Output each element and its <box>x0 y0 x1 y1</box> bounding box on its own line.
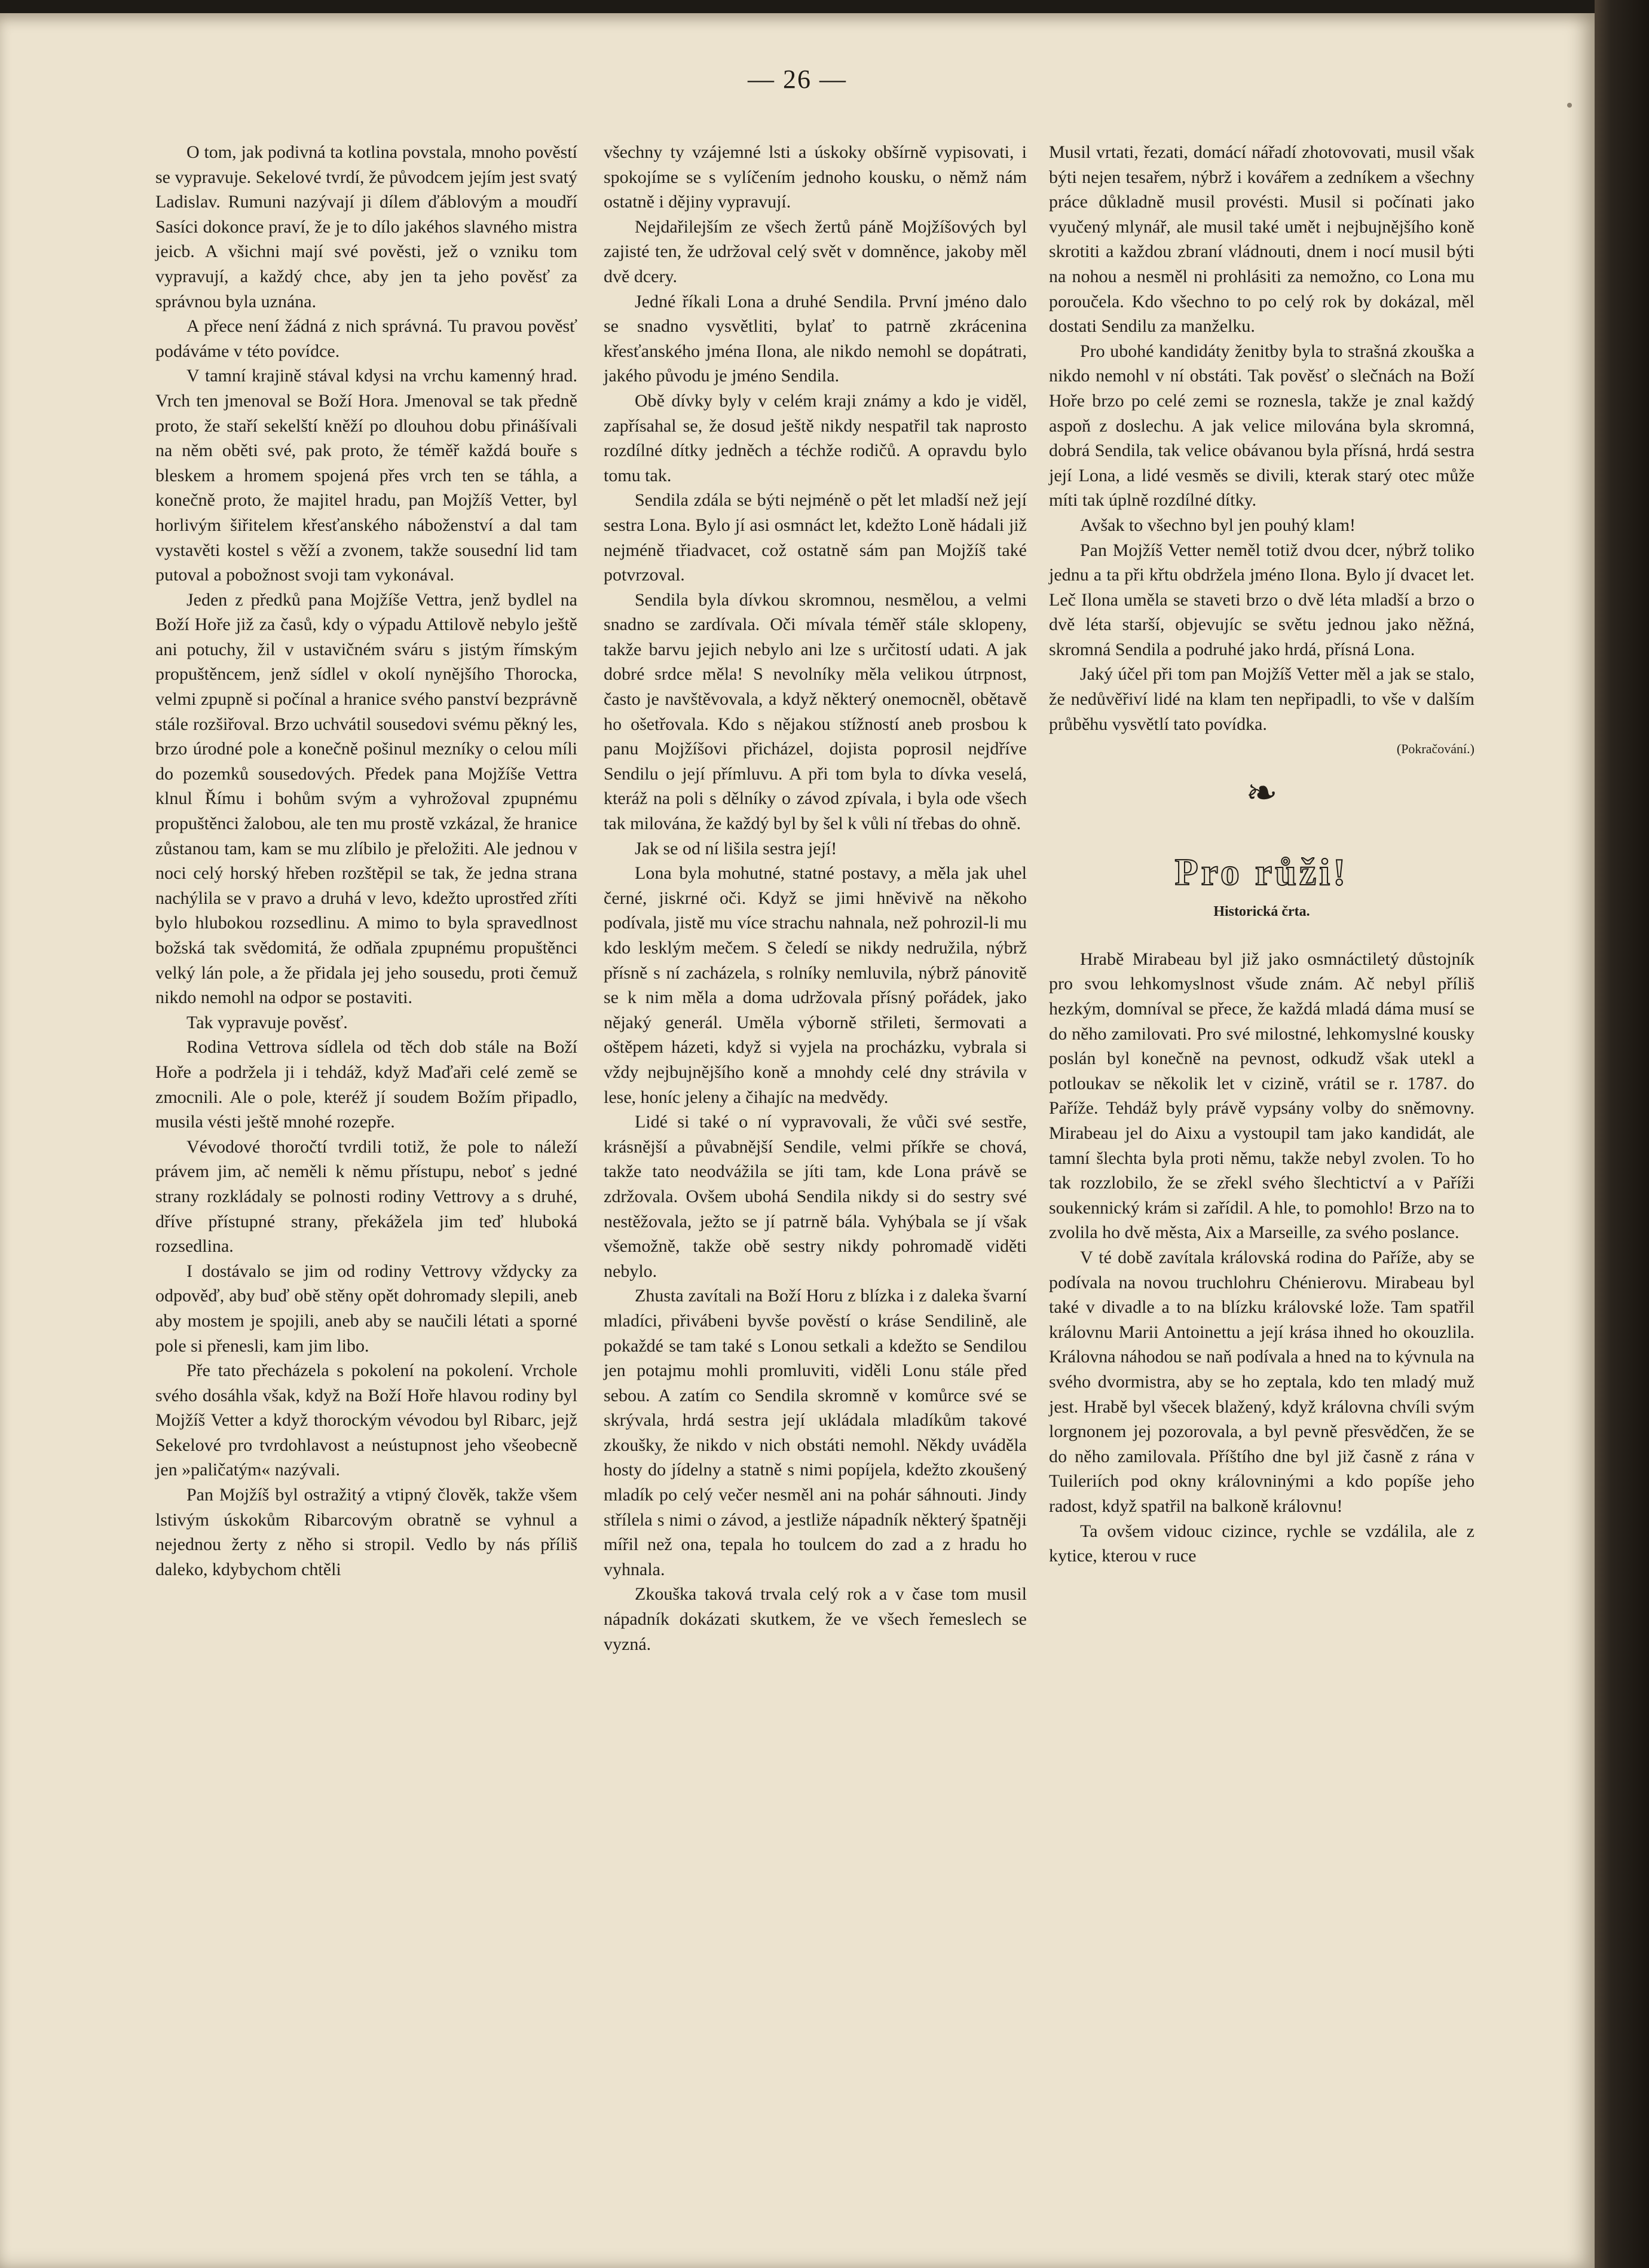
paragraph: Jaký účel při tom pan Mojžíš Vetter měl a jak se stalo, že nedůvěřiví lidé na klam ten nepřipadli, to vše v dalším průběhu vysvětlí tato povídka. <box>1049 664 1474 734</box>
column-1 <box>155 140 577 1582</box>
paragraph: Nejdařilejším ze všech žertů páně Mojžíšových byl zajisté ten, že udržoval celý svět v domněnce, jakoby měl dvě dcery. <box>604 216 1027 286</box>
paragraph: A přece není žádná z nich správná. Tu pravou pověsť podáváme v této povídce. <box>155 316 577 361</box>
section-title: Pro růži! <box>1174 850 1349 893</box>
paragraph: Zkouška taková trvala celý rok a v čase tom musil nápadník dokázati skutkem, že ve všech řemeslech se vyzná. <box>604 1584 1027 1654</box>
page-speck <box>1567 103 1572 108</box>
paragraph: Jeden z předků pana Mojžíše Vettra, jenž bydlel na Boží Hoře již za časů, kdy o výpadu Attilově nebylo ještě ani potuchy, žil v ustavičném sváru s jistým římským propuštěncem, jenž sídlel v okolí nynějšího Thorocka, velmi zpupně si počínal a hranice svého panství bezprávně stále rozšiřoval. Brzo uchvátil sousedovi svému pěkný les, brzo úrodné pole a konečně pošinul mezníky o celou míli do pozemků sousedových. Předek pana Mojžíše Vettra klnul Římu i bohům svým a vyhrožoval zpupnému propuštěnci žalobou, ale ten mu prostě vzkázal, že hranice zůstanou tam, kam se mu zlíbilo je přeložiti. Ale jednou v noci celý horský hřeben rozštěpil se tak, že jedna strana nachýlila se v pravo a druhá v levo, kdežto uprostřed zříti bylo hlubokou rozsedlinu. A mimo to byla spravedlnost božská tak svědomitá, že odňala zpupnému propuštěnci velký lán pole, a že přidala jej jeho sousedu, proti čemuž nikdo nemohl na odpor se postaviti. <box>155 589 577 1008</box>
paragraph: Pan Mojžíš byl ostražitý a vtipný člověk, takže všem lstivým úskokům Ribarcovým obratně se vyhnul a nejednou žerty z něho si stropil. Vedlo by nás příliš daleko, kdybychom chtěli <box>155 1485 577 1579</box>
paragraph: všechny ty vzájemné lsti a úskoky obšírně vypisovati, i spokojíme se s vylíčením jednoho kousku, o němž nám ostatně i dějiny vypravují. <box>604 142 1027 212</box>
paragraph: Tak vypravuje pověsť. <box>186 1012 348 1032</box>
binding-edge <box>1595 0 1649 2268</box>
fleuron-ornament-icon: ❧ <box>1246 771 1278 814</box>
paragraph: I dostávalo se jim od rodiny Vettrovy vždycky za odpověď, aby buď obě stěny opět dohromady slepili, aneb aby mostem je spojili, aneb aby se naučili létati a sporné pole si přenesli, kam jim libo. <box>155 1261 577 1356</box>
paragraph: Vévodové thoročtí tvrdili totiž, že pole to náleží právem jim, ač neměli k němu přístupu, neboť s jedné strany rozkládaly se polnosti rodiny Vettrovy a s druhé, dříve přístupné strany, překážela jim teď hluboká rozsedlina. <box>155 1136 577 1257</box>
paragraph: Avšak to všechno byl jen pouhý klam! <box>1080 515 1356 535</box>
paragraph: V tamní krajině stával kdysi na vrchu kamenný hrad. Vrch ten jmenoval se Boží Hora. Jmenoval se tak předně proto, že staří sekelští kněží po dlouhou dobu přinášívali na něm oběti své, pak proto, že téměř každá bouře s bleskem a hromem spojená přes vrch ten se táhla, a konečně proto, že majitel hradu, pan Mojžíš Vetter, byl horlivým šiřitelem křesťanského náboženství a dal tam vystavěti kostel s věží a zvonem, takže sousední lid tam putoval a pobožnost svoji tam vykonával. <box>155 366 577 585</box>
page-number: — 26 — <box>748 65 847 94</box>
paragraph: Sendila zdála se býti nejméně o pět let mladší než její sestra Lona. Bylo jí asi osmnáct let, kdežto Loně hádali již nejméně třiadvacet, což ostatně sám pan Mojžíš také potvrzoval. <box>604 490 1027 585</box>
column-3 <box>1049 140 1474 1569</box>
newspaper-page <box>0 13 1595 2268</box>
paragraph: Sendila byla dívkou skromnou, nesmělou, a velmi snadno se zardívala. Oči mívala téměř stále sklopeny, takže barvu jejich nebylo ani lze s určitostí udati. A jak dobré srdce měla! S nevolníky měla velikou útrpnost, často je navštěvovala, a když některý onemocněl, obětavě ho ošetřovala. Kdo s nějakou stížností aneb prosbou k panu Mojžíšovi přicházel, dojista poprosil nejdříve Sendilu o její přímluvu. A při tom byla to dívka veselá, kteráž na poli s dělníky o závod zpívala, i byla ode všech tak milována, že každý byl by šel k vůli ní třebas do ohně. <box>604 589 1027 834</box>
paragraph: Jak se od ní lišila sestra její! <box>635 838 837 858</box>
paragraph: Obě dívky byly v celém kraji známy a kdo je viděl, zapřísahal se, že dosud ještě nikdy nespatřil tak naprosto rozdílné dítky jedněch a téchže rodičů. A opravdu bylo tomu tak. <box>604 390 1027 485</box>
paragraph: Hrabě Mirabeau byl již jako osmnáctiletý důstojník pro svou lehkomyslnost všude znám. Ač nebyl příliš hezkým, domníval se přece, že každá mladá dáma musí se do něho zamilovati. Pro své milostné, lehkomyslné kousky poslán byl konečně na pevnost, odkudž však utekl a potloukav se několik let v cizině, vrátil se r. 1787. do Paříže. Tehdáž byly právě vypsány volby do sněmovny. Mirabeau jel do Aixu a vystoupil tam jako kandidát, ale tamní šlechta byla proti němu, takže nebyl zvolen. To ho tak rozzlobilo, že se zřekl svého šlechtictví a v Paříži soukennický krám si zařídil. A hle, to pomohlo! Brzo na to zvolila ho dvě města, Aix a Marseille, za svého poslance. <box>1049 949 1474 1243</box>
paragraph: Rodina Vettrova sídlela od těch dob stále na Boží Hoře a podržela ji i tehdáž, když Maďaři celé země se zmocnili. Ale o pole, kteréž jí soudem Božím připadlo, musila vésti ještě mnohé rozepře. <box>155 1037 577 1132</box>
section-subtitle: Historická črta. <box>1213 903 1310 919</box>
paragraph: O tom, jak podivná ta kotlina povstala, mnoho pověstí se vypravuje. Sekelové tvrdí, že původcem jejím jest svatý Ladislav. Rumuni nazývají ji dílem ďáblovým a moudří Sasíci dokonce praví, že je to dílo jakéhos slavného mistra jeicb. A všichni mají své pověsti, jež o vzniku tom vypravují, a každý chce, aby jen ta jeho pověsť za správnou byla uznána. <box>155 142 577 311</box>
paragraph: Pro ubohé kandidáty ženitby byla to strašná zkouška a nikdo nemohl v ní obstáti. Tak pověsť o slečnách na Boží Hoře brzo po celé zemi se roznesla, takže je znal každý aspoň z doslechu. A jak velice milována byla skromná, dobrá Sendila, tak velice obávanou byla přísná, hrdá sestra její Lona, a lidé vesměs se divili, kterak starý otec může míti tak úplně rozdílné dítky. <box>1049 341 1474 511</box>
paragraph: Ta ovšem vidouc cizince, rychle se vzdálila, ale z kytice, kterou v ruce <box>1049 1521 1474 1566</box>
paragraph: Musil vrtati, řezati, domácí nářadí zhotovovati, musil však býti nejen tesařem, nýbrž i kovářem a zedníkem a všechny práce důkladně musil provésti. Musil si počínati jako vyučený mlynář, ale musil také umět i nejbujnějšího koně skrotiti a každou zbraní vládnouti, dnem i nocí musil býti na nohou a nesměl ni prohlásiti za nemožno, co Lona mu poroučela. Kdo všechno to po celý rok by dokázal, měl dostati Sendilu za manželku. <box>1049 142 1474 337</box>
paragraph: Jedné říkali Lona a druhé Sendila. První jméno dalo se snadno vysvětliti, bylať to patrně zkrácenina křesťanského jména Ilona, ale nikdo nemohl se dopátrati, jakého původu je jméno Sendila. <box>604 291 1027 386</box>
paragraph: V té době zavítala královská rodina do Paříže, aby se podívala na novou truchlohru Chénierovu. Mirabeau byl také v divadle a to na blízku královské lože. Tam spatřil královnu Marii Antoinettu a její krása ihned ho okouzlila. Královna náhodou se naň podívala a hned na to kývnula na svého dvormistra, aby se ho zeptala, kdo ten mladý muž jest. Hrabě byl všecek blažený, když královna chvíli svým lorgnonem jej pozorovala, a byl pevně přesvědčen, že se do něho zamilovala. Příštího dne byl již časně z rána v Tuileriích pod okny královninými a kdo popíše jeho radost, když spatřil na balkoně královnu! <box>1049 1247 1474 1516</box>
column-2 <box>604 140 1027 1656</box>
continued-note: (Pokračování.) <box>1396 741 1474 757</box>
paragraph: Lona byla mohutné, statné postavy, a měla jak uhel černé, jiskrné oči. Když se jimi hněvivě na někoho podívala, jistě mu více strachu nahnala, než pohrozil-li mu kdo lesklým mečem. S čeledí se nikdy nedružila, nýbrž přísně s ní zacházela, s rolníky nemluvila, nýbrž pánovitě se k nim měla a doma udržovala přísný pořádek, jako nějaký generál. Uměla výborně střileti, šermovati a oštěpem házeti, když si vyjela na procházku, vybrala si vždy nejbujnějšího koně a mnohdy celé dny strávila v lese, honíc jeleny a čihajíc na medvědy. <box>604 863 1027 1107</box>
paragraph: Pan Mojžíš Vetter neměl totiž dvou dcer, nýbrž toliko jednu a ta při křtu obdržela jméno Ilona. Bylo jí dvacet let. Leč Ilona uměla se staveti brzo o dvě léta mladší a brzo o dvě léta starší, objevujíc se světu jednou jako něžná, skromná Sendila a podruhé jako hrdá, přísná Lona. <box>1049 540 1474 659</box>
paragraph: Zhusta zavítali na Boží Horu z blízka i z daleka švarní mladíci, přivábeni byvše pověstí o kráse Sendilině, ale pokaždé se tam také s Lonou setkali a kdežto se Sendilou jen potajmu mohli promluviti, viděli Lonu stále před sebou. A zatím co Sendila skromně v komůrce své se skrývala, hrdá sestra její ukládala mladíkům takové zkoušky, že nikdo v nich obstáti nemohl. Někdy uváděla hosty do jídelny a statně s nimi popíjela, kdežto zkoušený mladík po celý večer nesměl ani na pohár sáhnouti. Jindy střílela s nimi o závod, a jestliže nápadník některý špatněji mířil než ona, tepala ho toulcem do zad a z hradu ho vyhnala. <box>604 1286 1027 1579</box>
paragraph: Lidé si také o ní vypravovali, že vůči své sestře, krásnější a půvabnější Sendile, velmi příkře se chová, takže tato neodvážila se jíti tam, kde Lona právě se zdržovala. Ovšem ubohá Sendila nikdy si do sestry své nestěžovala, ježto se jí patrně bála. Vyhýbala se jí však všemožně, takže obě sestry nikdy pohromadě viděti nebylo. <box>604 1112 1027 1281</box>
paragraph: Pře tato přecházela s pokolení na pokolení. Vrchole svého dosáhla však, když na Boží Hoře hlavou rodiny byl Mojžíš Vetter a když thorockým vévodou byl Ribarc, jejž Sekelové pro tvrdohlavost a neústupnost jeho všeobecně jen »paličatým« nazývali. <box>155 1361 577 1480</box>
